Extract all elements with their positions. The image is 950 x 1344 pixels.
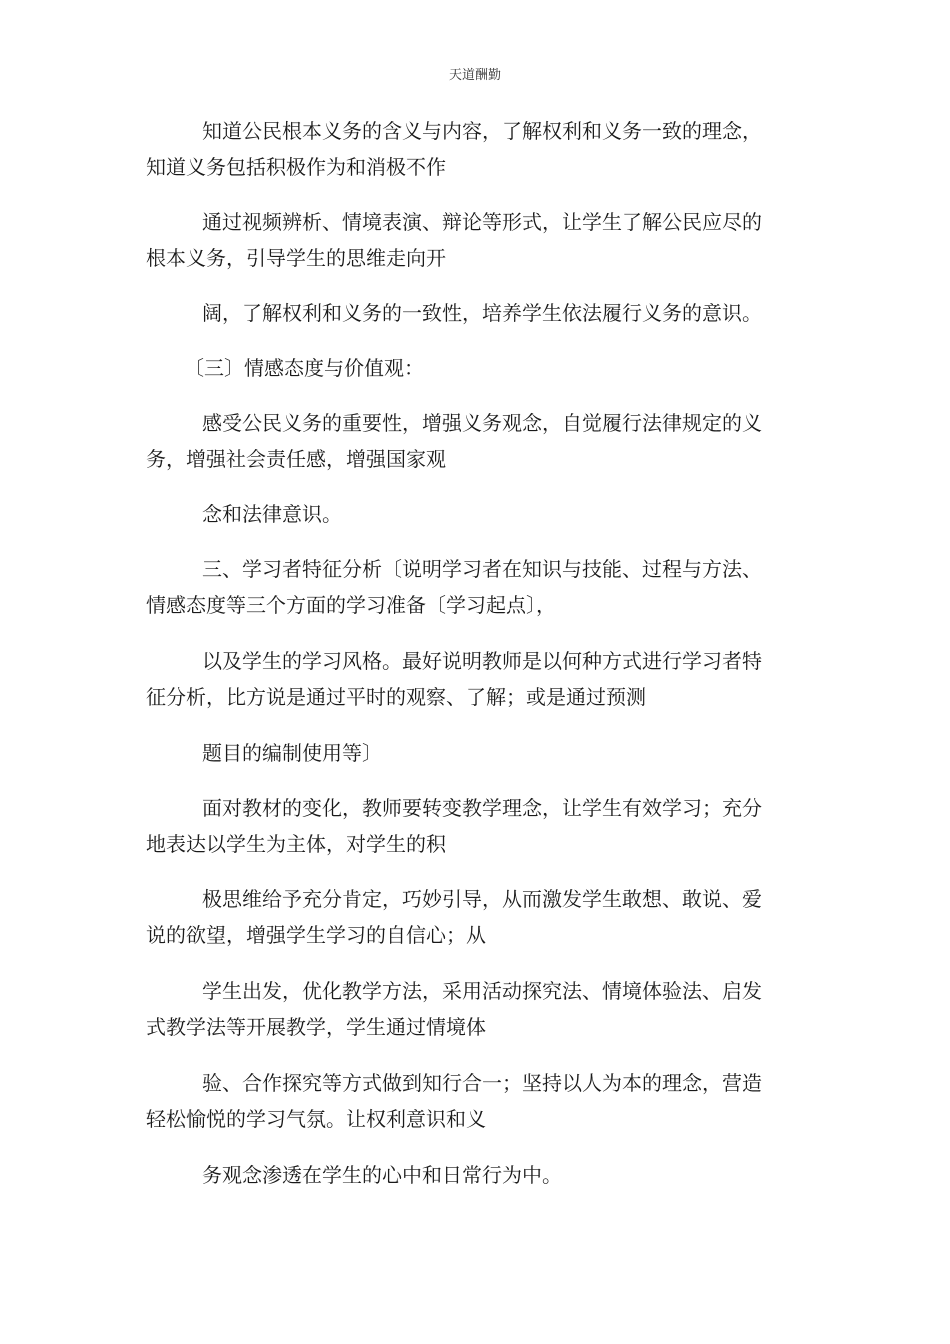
paragraph-12 bbox=[146, 973, 806, 1045]
paragraph-line: 感受公民义务的重要性，增强义务观念，自觉履行法律规定的义 bbox=[202, 411, 762, 435]
paragraph-5 bbox=[146, 405, 806, 477]
paragraph-9 bbox=[146, 735, 806, 771]
section-heading-emotion bbox=[146, 350, 806, 386]
paragraph-line: 阔，了解权利和义务的一致性，培养学生依法履行义务的意识。 bbox=[202, 301, 762, 325]
paragraph-2 bbox=[146, 204, 806, 276]
paragraph-3 bbox=[146, 295, 806, 331]
paragraph-line: 知道公民根本义务的含义与内容，了解权利和义务一致的理念， bbox=[202, 119, 762, 143]
paragraph-13 bbox=[146, 1065, 806, 1137]
paragraph-6 bbox=[146, 496, 806, 532]
paragraph-line: 三、学习者特征分析〔说明学习者在知识与技能、过程与方法、 bbox=[202, 557, 762, 581]
paragraph-line: 根本义务，引导学生的思维走向开 bbox=[146, 246, 446, 270]
paragraph-line: 面对教材的变化，教师要转变教学理念，让学生有效学习；充分 bbox=[202, 796, 762, 820]
paragraph-line: 极思维给予充分肯定，巧妙引导，从而激发学生敢想、敢说、爱 bbox=[202, 887, 762, 911]
paragraph-10 bbox=[146, 790, 806, 862]
paragraph-line: 式教学法等开展教学，学生通过情境体 bbox=[146, 1015, 486, 1039]
paragraph-line: 〔三〕情感态度与价值观： bbox=[184, 356, 424, 380]
paragraph-line: 通过视频辨析、情境表演、辩论等形式，让学生了解公民应尽的 bbox=[202, 210, 762, 234]
paragraph-line: 务观念渗透在学生的心中和日常行为中。 bbox=[202, 1163, 562, 1187]
paragraph-line: 征分析，比方说是通过平时的观察、了解；或是通过预测 bbox=[146, 685, 646, 709]
paragraph-line: 说的欲望，增强学生学习的自信心；从 bbox=[146, 923, 486, 947]
paragraph-line: 情感态度等三个方面的学习准备〔学习起点〕， bbox=[146, 593, 556, 617]
paragraph-line: 轻松愉悦的学习气氛。让权利意识和义 bbox=[146, 1107, 486, 1131]
paragraph-line: 以及学生的学习风格。最好说明教师是以何种方式进行学习者特 bbox=[202, 649, 762, 673]
paragraph-line: 务，增强社会责任感，增强国家观 bbox=[146, 447, 446, 471]
page-header: 天道酬勤 bbox=[448, 68, 501, 83]
paragraph-14 bbox=[146, 1157, 806, 1193]
paragraph-1 bbox=[146, 113, 806, 185]
paragraph-line: 学生出发，优化教学方法，采用活动探究法、情境体验法、启发 bbox=[202, 979, 762, 1003]
paragraph-line: 念和法律意识。 bbox=[202, 502, 342, 526]
paragraph-line: 验、合作探究等方式做到知行合一；坚持以人为本的理念，营造 bbox=[202, 1071, 762, 1095]
paragraph-line: 题目的编制使用等〕 bbox=[202, 741, 382, 765]
section-heading-learner-analysis bbox=[146, 551, 806, 623]
paragraph-line: 地表达以学生为主体，对学生的积 bbox=[146, 832, 446, 856]
paragraph-line: 知道义务包括积极作为和消极不作 bbox=[146, 155, 446, 179]
paragraph-11 bbox=[146, 881, 806, 953]
paragraph-8 bbox=[146, 643, 806, 715]
